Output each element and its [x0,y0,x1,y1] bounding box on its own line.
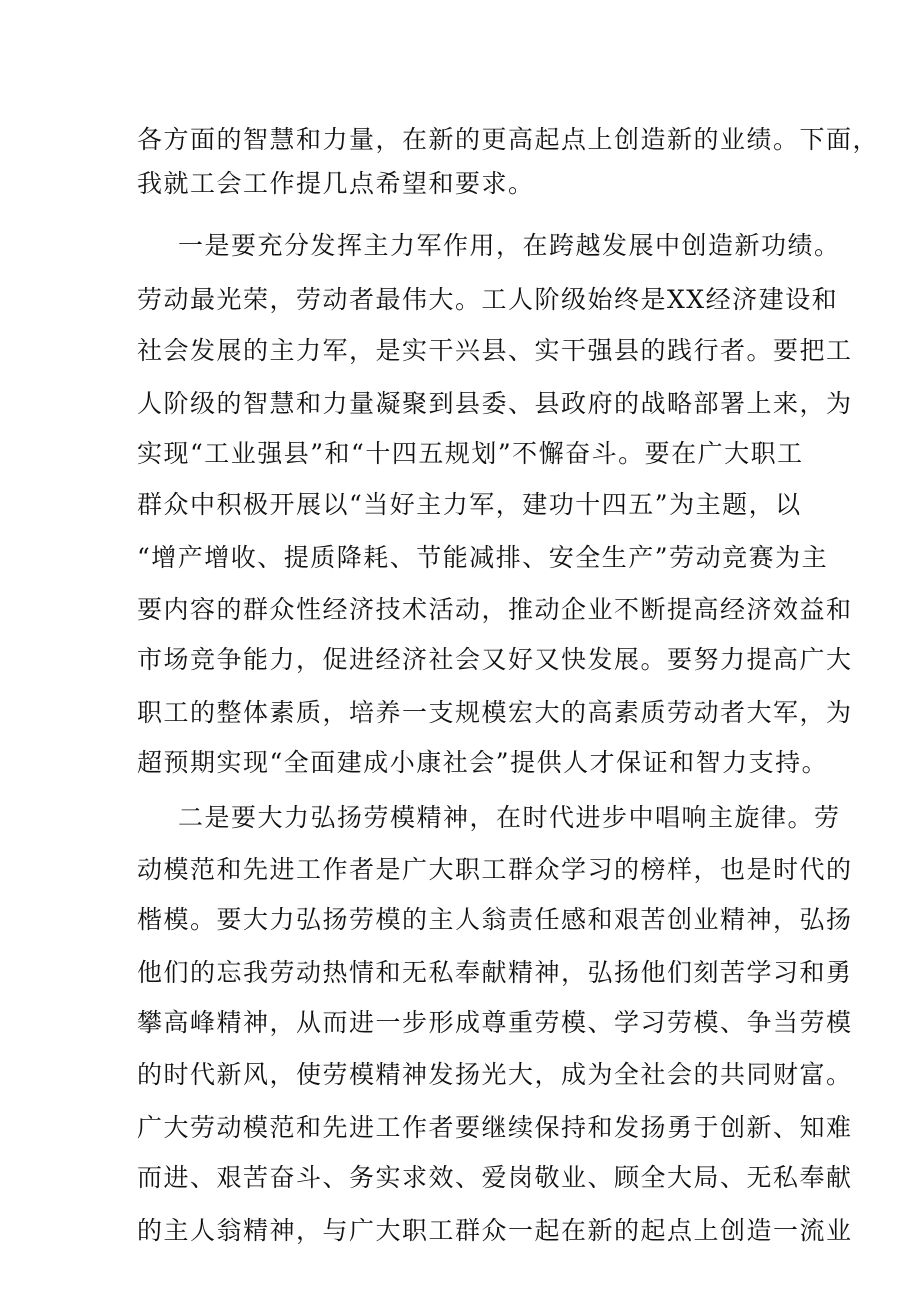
text-line: 而进、艰苦奋斗、务实求效、爱岗敬业、顾全大局、无私奉献 [137,1163,853,1192]
text-line: 市场竞争能力，促进经济社会又好又快发展。要努力提高广大 [137,645,853,674]
paragraph-1-first-line: 一是要充分发挥主力军作用，在跨越发展中创造新功绩。 [178,231,841,260]
text-line: 社会发展的主力军，是实干兴县、实干强县的践行者。要把工 [137,336,853,365]
text-line: 要内容的群众性经济技术活动，推动企业不断提高经济效益和 [137,595,853,624]
text-line: 广大劳动模范和先进工作者要继续保持和发扬勇于创新、知难 [137,1113,853,1142]
text-line: 的时代新风，使劳模精神发扬光大，成为全社会的共同财富。 [137,1060,853,1089]
text-line: 超预期实现“全面建成小康社会”提供人才保证和智力支持。 [137,748,829,777]
text-line: 人阶级的智慧和力量凝聚到县委、县政府的战略部署上来，为 [137,389,853,418]
text-line: 劳动最光荣，劳动者最伟大。工人阶级始终是XX经济建设和 [137,285,839,314]
text-line: 的主人翁精神，与广大职工群众一起在新的起点上创造一流业 [137,1216,853,1245]
text-line: 职工的整体素质，培养一支规模宏大的高素质劳动者大军，为 [137,698,853,727]
text-line: 群众中积极开展以“当好主力军，建功十四五”为主题，以 [137,490,802,519]
text-line: 各方面的智慧和力量，在新的更高起点上创造新的业绩。下面， [137,125,880,154]
text-line: 动模范和先进工作者是广大职工群众学习的榜样，也是时代的 [137,855,853,884]
paragraph-2-first-line: 二是要大力弘扬劳模精神，在时代进步中唱响主旋律。劳 [178,803,841,832]
text-line: 他们的忘我劳动热情和无私奉献精神，弘扬他们刻苦学习和勇 [137,958,853,987]
text-line: 我就工会工作提几点希望和要求。 [137,169,535,198]
text-line: 楷模。要大力弘扬劳模的主人翁责任感和艰苦创业精神，弘扬 [137,905,853,934]
text-line: “增产增收、提质降耗、节能减排、安全生产”劳动竞赛为主 [137,543,829,572]
text-line: 实现“工业强县”和“十四五规划”不懈奋斗。要在广大职工 [137,439,804,468]
text-line: 攀高峰精神，从而进一步形成尊重劳模、学习劳模、争当劳模 [137,1008,853,1037]
